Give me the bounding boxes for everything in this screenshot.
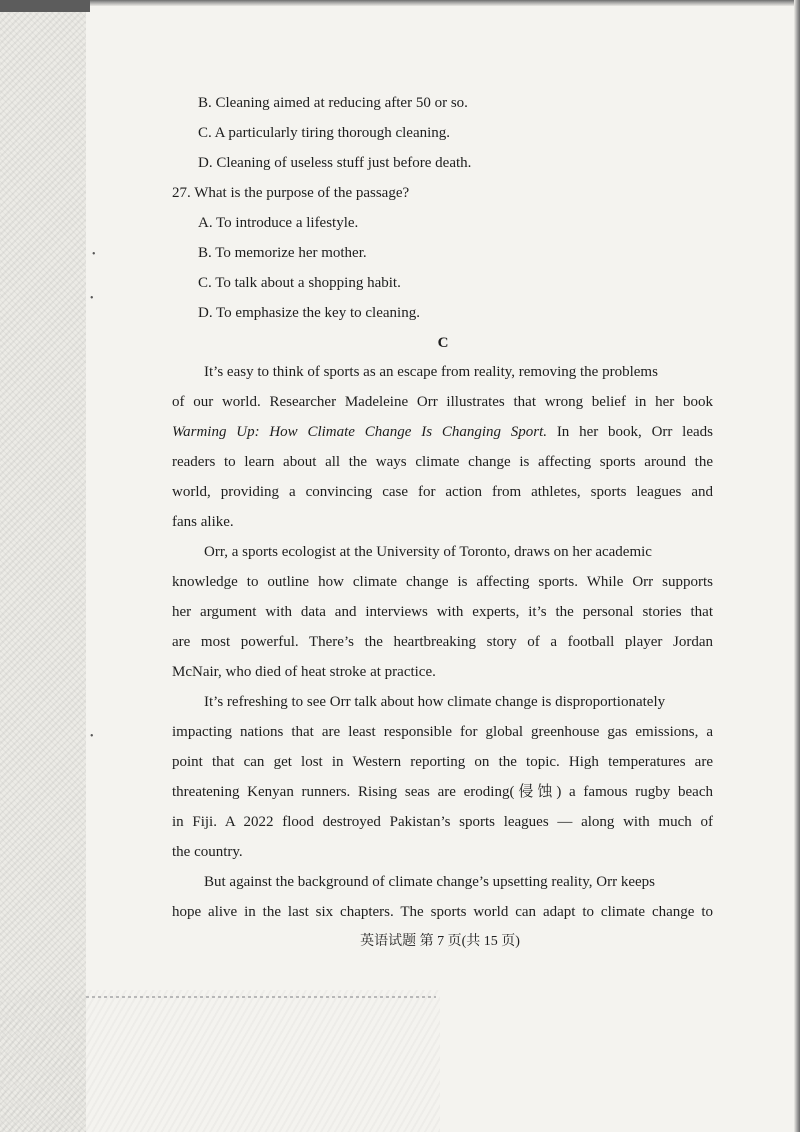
passage-line: But against the background of climate change’s upsetting reality, Orr keeps: [204, 874, 655, 890]
passage-line: world, providing a convincing case for action from athletes, sports leagues and: [172, 484, 713, 500]
passage-line: in Fiji. A 2022 flood destroyed Pakistan’s sports leagues — along with much of: [172, 814, 713, 830]
passage-line: point that can get lost in Western reporting on the topic. High temperatures are: [172, 754, 713, 770]
passage-line: impacting nations that are least responsible for global greenhouse gas emissions, a: [172, 724, 713, 740]
passage-text: In her book, Orr leads: [547, 424, 713, 440]
q26-option-b: B. Cleaning aimed at reducing after 50 or so.: [198, 95, 468, 111]
q27-option-a: A. To introduce a lifestyle.: [198, 215, 359, 231]
margin-mark: •: [90, 293, 94, 304]
passage-line: the country.: [172, 844, 243, 860]
q26-option-c: C. A particularly tiring thorough cleaning.: [198, 125, 451, 141]
passage-line: her argument with data and interviews with experts, it’s the personal stories that: [172, 604, 713, 620]
q27-stem: 27. What is the purpose of the passage?: [172, 185, 410, 201]
passage-line: readers to learn about all the ways climate change is affecting sports around the: [172, 454, 713, 470]
q27-option-d: D. To emphasize the key to cleaning.: [198, 305, 420, 321]
margin-mark: •: [92, 249, 96, 260]
passage-line: McNair, who died of heat stroke at practice.: [172, 664, 436, 680]
margin-mark: •: [90, 731, 94, 742]
passage-line: hope alive in the last six chapters. The sports world can adapt to climate change to: [172, 904, 713, 920]
q27-option-b: B. To memorize her mother.: [198, 245, 367, 261]
passage-line: Orr, a sports ecologist at the University of Toronto, draws on her academic: [204, 544, 652, 560]
passage-line: threatening Kenyan runners. Rising seas are eroding(侵蚀) a famous rugby beach: [172, 784, 713, 800]
passage-line: knowledge to outline how climate change is affecting sports. While Orr supports: [172, 574, 713, 590]
section-heading: C: [437, 335, 449, 351]
page-footer: 英语试题 第 7 页(共 15 页): [360, 934, 520, 949]
passage-line: are most powerful. There’s the heartbreaking story of a football player Jordan: [172, 634, 713, 650]
passage-line: of our world. Researcher Madeleine Orr illustrates that wrong belief in her book: [172, 394, 713, 410]
passage-line: It’s easy to think of sports as an escape from reality, removing the problems: [204, 364, 658, 380]
passage-line: It’s refreshing to see Orr talk about how climate change is disproportionately: [204, 694, 666, 710]
passage-line: fans alike.: [172, 514, 234, 530]
q27-option-c: C. To talk about a shopping habit.: [198, 275, 401, 291]
q26-option-d: D. Cleaning of useless stuff just before death.: [198, 155, 472, 171]
book-title: Warming Up: How Climate Change Is Changing Sport.: [172, 424, 548, 440]
passage-line: [172, 422, 713, 442]
